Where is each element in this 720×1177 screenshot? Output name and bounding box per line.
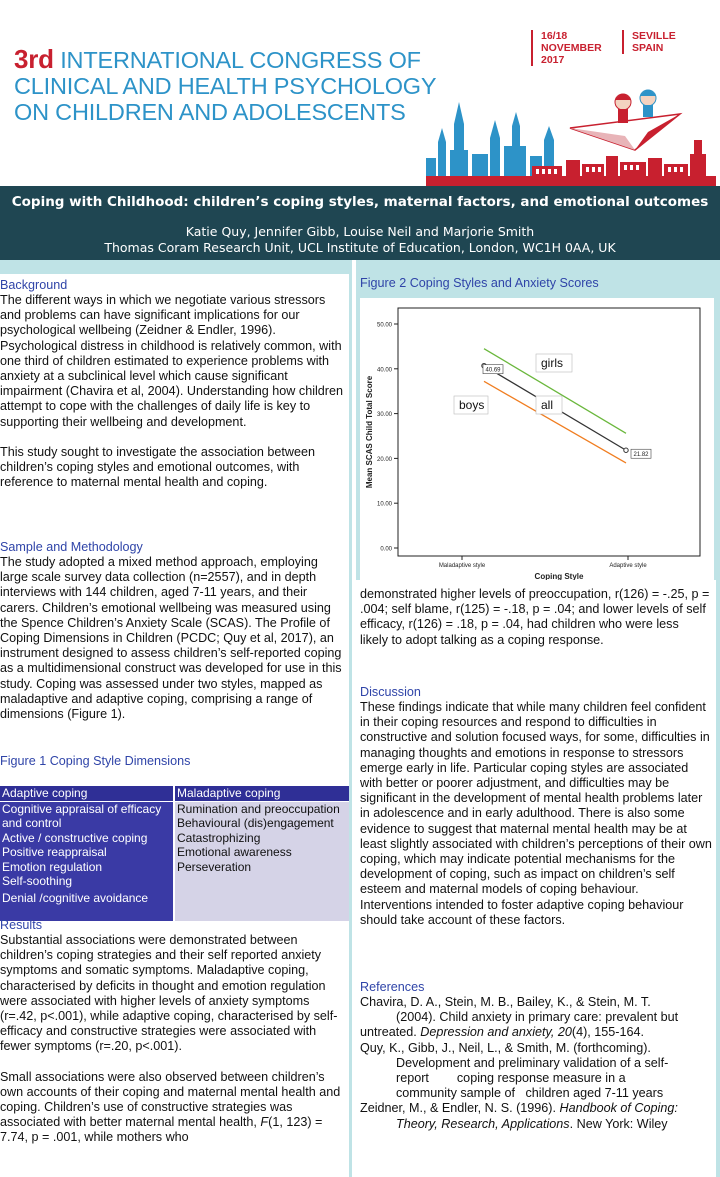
y-tick-label: 50.00 (376, 322, 392, 329)
results-paragraph-2 (0, 1070, 349, 1146)
reference-1 (360, 995, 712, 1041)
background-heading: Background (0, 278, 68, 292)
reference-3-line (360, 1101, 712, 1116)
congress-title (14, 46, 474, 125)
results-paragraph-2-text: Small associations were also observed between children’s own accounts of their coping and maternal mental health and coping. Children’s use of constructive strategies was associated with better maternal mental health, (0, 1069, 341, 1130)
y-tick-label: 40.00 (376, 367, 392, 374)
discussion-section (360, 685, 712, 928)
maladaptive-dimension: Rumination and preoccupation (177, 801, 340, 816)
plot-frame (398, 308, 700, 556)
reference-2-line: Development and preliminary validation of a self- (396, 1055, 669, 1070)
data-label: 21.82 (633, 452, 649, 459)
x-tick-label: Maladaptive style (438, 563, 486, 569)
reference-3-line (360, 1117, 712, 1132)
table-header-adaptive: Adaptive coping (0, 786, 174, 801)
methods-heading: Sample and Methodology (0, 540, 143, 554)
reference-1-journal: Depression and anxiety, 20 (420, 1025, 572, 1040)
y-tick-label: 20.00 (376, 456, 392, 463)
anxiety-line-chart (360, 298, 714, 580)
discussion-paragraph: These findings indicate that while many children feel confident in their coping resources and respond to difficulties in constructive and solution focused ways, for some, difficulties in managing thoughts and emotions in response to stressors emerge early in life. Particular coping styles are associated with better or poorer adjustment, and difficulties may be significant in the development of mental health problems later in adolescence and in early adulthood. There is also some evidence to suggest that maternal mental health may be at least slightly associated with children’s perceptions of their own coping, which may indicate potential mechanisms for the development of coping, such as impact on children’s self esteem and maternal models of coping behaviour. Interventions intended to foster adaptive coping behaviour should take account of these factors. (360, 700, 712, 927)
reference-2-line: Quy, K., Gibb, J., Neil, L., & Smith, M. (forthcoming). (360, 1040, 651, 1055)
series-name-label: all (541, 398, 554, 412)
reference-2-line: report coping response measure in a (396, 1071, 626, 1086)
seville-skyline-logo (420, 80, 720, 186)
reference-3-authors: Zeidner, M., & Endler, N. S. (1996). (360, 1101, 560, 1116)
reference-3-subtitle: Theory, Research, Applications (396, 1116, 570, 1131)
congress-place (622, 30, 702, 54)
results-paragraph-1: Substantial associations were demonstrated between children’s coping strategies and their self reported anxiety symptoms and somatic symptoms. Maladaptive coping, characterised by deficits in thought and emotion regulation were associated with higher levels of anxiety symptoms (r=.42, p<.001), while adaptive coping, characterised by self-efficacy and constructive strategies were associated with fewer symptoms (r=.20, p<.001). (0, 933, 338, 1054)
references-heading: References (360, 980, 425, 994)
methods-paragraph: The study adopted a mixed method approach, employing large scale survey data collection (n=2557), and in depth interviews with 144 children, aged 7-11 years, and their carers. Children’s emotional wellbeing was measured using the Spence Children’s Anxiety Scale (SCAS). The Profile of Coping Dimensions in Children (PCDC; Quy et al, 2017), an instrument designed to assess children’s self-reported coping as a multidimensional construct was developed for use in this study. Coping was assessed under two styles, mapped as maladaptive and adaptive coping, comprising a range of dimensions (Figure 1). (0, 555, 342, 722)
results-paragraph-2-text-end: (1, 123) = 7.74, p = .001, while mothers who (0, 1115, 323, 1145)
results-f-statistic: F (260, 1115, 269, 1130)
poster-title: Coping with Childhood: children’s coping styles, maternal factors, and emotional outcomes (11, 194, 709, 210)
adaptive-dimension: Active / constructive coping (2, 830, 148, 845)
right-column-text (356, 580, 716, 1177)
series-name-label: boys (459, 398, 485, 412)
place-city: SEVILLE (632, 30, 676, 42)
date-days: 16/18 (541, 30, 568, 42)
y-tick-label: 30.00 (376, 412, 392, 419)
series-name-label: girls (541, 356, 564, 370)
adaptive-dimension: Cognitive appraisal of efficacy and control (2, 801, 162, 830)
table-header-maladaptive: Maladaptive coping (174, 786, 349, 801)
reference-2 (360, 1041, 712, 1102)
reference-1-pages: (4), 155-164. (571, 1025, 645, 1040)
results-heading: Results (0, 918, 42, 932)
congress-line-2: CLINICAL AND HEALTH PSYCHOLOGY (14, 73, 437, 99)
left-column-content (0, 274, 349, 1177)
background-paragraph-1: The different ways in which we negotiate various stressors and problems can have significant implications for our psychological wellbeing (Zeidner & Endler, 1996). Psychological distress in childhood is relatively common, with one third of children estimated to experience problems with anxiety at a subclinical level which cause significant impairment (Chavira et al, 2004). Understanding how children attempt to cope with the challenges of daily life is key to supporting their wellbeing and development. (0, 293, 344, 429)
right-column-content (356, 260, 716, 1177)
results-section (0, 918, 349, 1146)
x-tick-label: Adaptive style (609, 563, 647, 569)
y-tick-label: 0.00 (380, 546, 392, 553)
references-section (360, 980, 712, 1132)
discussion-heading: Discussion (360, 685, 421, 699)
congress-line-3: ON CHILDREN AND ADOLESCENTS (14, 99, 406, 125)
reference-2-line: community sample of children aged 7-11 years (396, 1086, 664, 1101)
methods-section (0, 540, 349, 722)
reference-1-line (360, 1025, 712, 1040)
adaptive-dimension: Emotion regulation (2, 859, 103, 874)
reference-3-publisher: . New York: Wiley (569, 1116, 668, 1131)
poster-title-bar (0, 186, 720, 260)
y-axis-label: Mean SCAS Child Total Score (365, 375, 374, 489)
poster-authors: Katie Quy, Jennifer Gibb, Louise Neil and Marjorie Smith (185, 224, 535, 239)
maladaptive-dimension: Catastrophizing (177, 830, 261, 845)
congress-ordinal: 3rd (14, 44, 54, 74)
background-paragraph-2: This study sought to investigate the association between children’s coping styles and emotional outcomes, with reference to maternal mental health and coping. (0, 444, 316, 490)
x-axis-label: Coping Style (534, 572, 584, 580)
adaptive-dimensions-cell (0, 801, 174, 921)
poster-authors-block (0, 224, 720, 256)
place-country: SPAIN (632, 42, 664, 54)
reference-1-text: untreated. (360, 1025, 421, 1040)
poster-affiliation: Thomas Coram Research Unit, UCL Institute of Education, London, WC1H 0AA, UK (104, 240, 616, 255)
congress-dates (531, 30, 621, 66)
congress-header (0, 0, 720, 186)
adaptive-dimension: Positive reappraisal (2, 845, 107, 859)
maladaptive-dimension: Emotional awareness (177, 845, 292, 859)
date-year: 2017 (541, 54, 565, 66)
figure1-title: Figure 1 Coping Style Dimensions (0, 754, 191, 768)
congress-line-1: INTERNATIONAL CONGRESS OF (60, 47, 421, 73)
data-label: 40.69 (485, 367, 501, 374)
series-point-all (624, 448, 628, 452)
results-paragraph-3: demonstrated higher levels of preoccupation, r(126) = -.25, p = .004; self blame, r(125) = -.18, p = .04; and lower levels of self efficacy, r(126) = .18, p = .04, had children who were less likely to adopt talking as a coping response. (360, 587, 710, 647)
reference-1-line: Chavira, D. A., Stein, M. B., Bailey, K., & Stein, M. T. (360, 995, 651, 1009)
left-column (0, 260, 352, 1177)
date-month: NOVEMBER (541, 42, 602, 54)
maladaptive-dimensions-cell (174, 801, 349, 921)
reference-1-line: (2004). Child anxiety in primary care: prevalent but (396, 1010, 679, 1025)
maladaptive-dimension: Perseveration (177, 859, 252, 874)
right-column (356, 260, 720, 1177)
y-tick-label: 10.00 (376, 501, 392, 508)
background-section (0, 278, 349, 490)
adaptive-dimension: Self-soothing (2, 874, 73, 888)
reference-3-title: Handbook of Coping: (559, 1101, 678, 1116)
adaptive-dimension: Denial /cognitive avoidance (2, 890, 149, 905)
reference-3 (360, 1101, 712, 1131)
coping-dimensions-table (0, 786, 349, 921)
figure2-title: Figure 2 Coping Styles and Anxiety Scores (360, 276, 599, 290)
chart-svg (360, 298, 714, 580)
maladaptive-dimension: Behavioural (dis)engagement (177, 816, 334, 830)
